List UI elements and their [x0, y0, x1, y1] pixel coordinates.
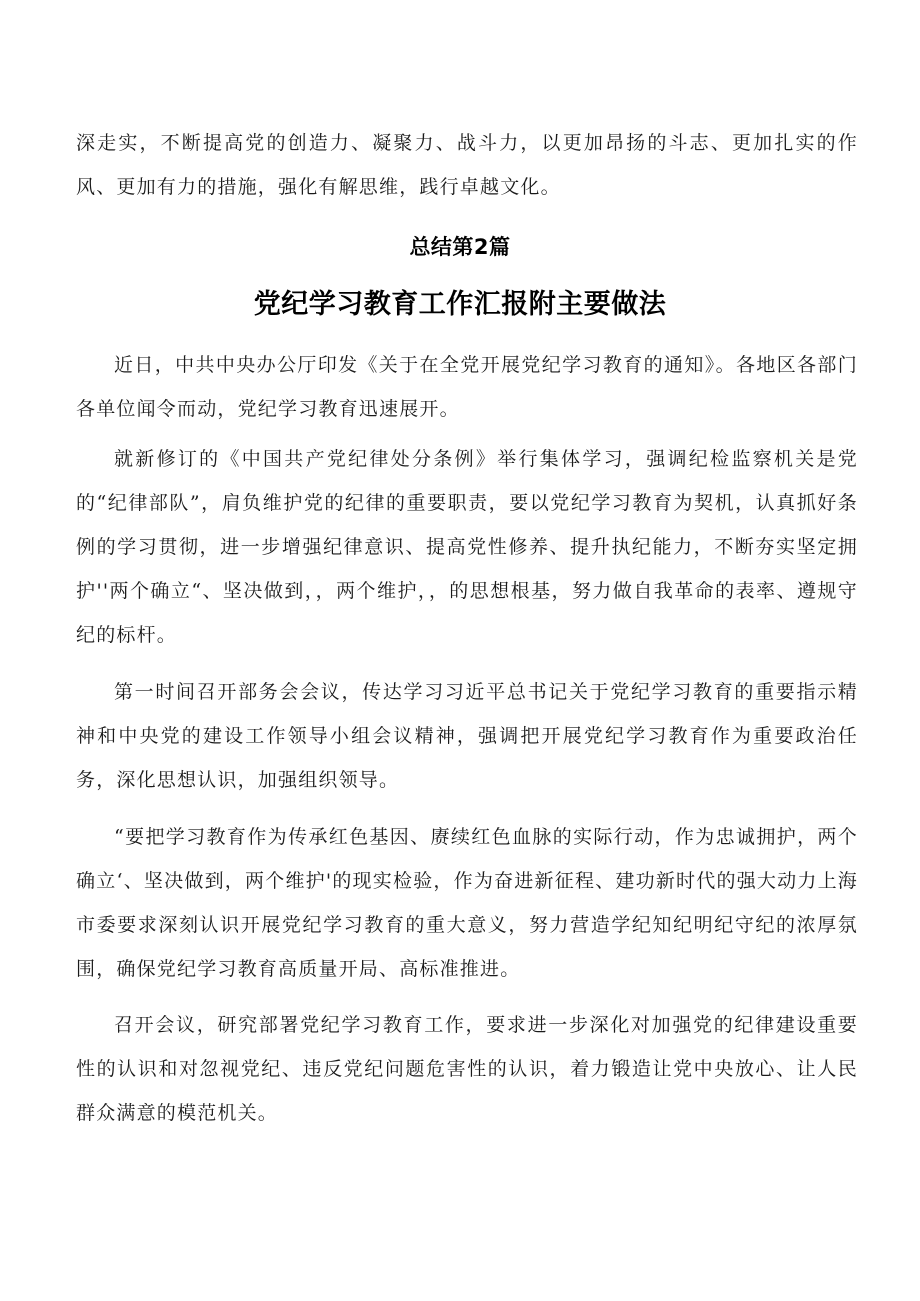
body-paragraph: 就新修订的《中国共产党纪律处分条例》举行集体学习，强调纪检监察机关是党的“纪律部队”，肩负维护党的纪律的重要职责，要以党纪学习教育为契机，认真抓好条例的学习贯彻，进一步增强纪律意识、提高党性修养、提升执纪能力，不断夯实坚定拥护''两个确立“、坚决做到，，两个维护，，的思想根基，努力做自我革命的表率、遵规守纪的标杆。 — [76, 448, 858, 646]
continuation-paragraph: 深走实，不断提高党的创造力、凝聚力、战斗力，以更加昂扬的斗志、更加扎实的作风、更加有力的措施，强化有解思维，践行卓越文化。 — [76, 132, 858, 198]
body-paragraph: 第一时间召开部务会会议，传达学习习近平总书记关于党纪学习教育的重要指示精神和中央党的建设工作领导小组会议精神，强调把开展党纪学习教育作为重要政治任务，深化思想认识，加强组织领导。 — [76, 681, 858, 791]
body-paragraph: 召开会议，研究部署党纪学习教育工作，要求进一步深化对加强党的纪律建设重要性的认识和对忽视党纪、违反党纪问题危害性的认识，着力锻造让党中央放心、让人民群众满意的模范机关。 — [76, 1014, 858, 1124]
body-paragraph: “要把学习教育作为传承红色基因、赓续红色血脉的实际行动，作为忠诚拥护，两个确立‘、坚决做到，两个维护'的现实检验，作为奋进新征程、建功新时代的强大动力上海市委要求深刻认识开展党纪学习教育的重大意义，努力营造学纪知纪明纪守纪的浓厚氛围，确保党纪学习教育高质量开局、高标准推进。 — [76, 826, 858, 980]
body-paragraph: 近日，中共中央办公厅印发《关于在全党开展党纪学习教育的通知》。各地区各部门各单位闻令而动，党纪学习教育迅速展开。 — [76, 354, 858, 420]
document-title: 党纪学习教育工作汇报附主要做法 — [253, 289, 667, 320]
section-label: 总结第2篇 — [409, 235, 511, 259]
